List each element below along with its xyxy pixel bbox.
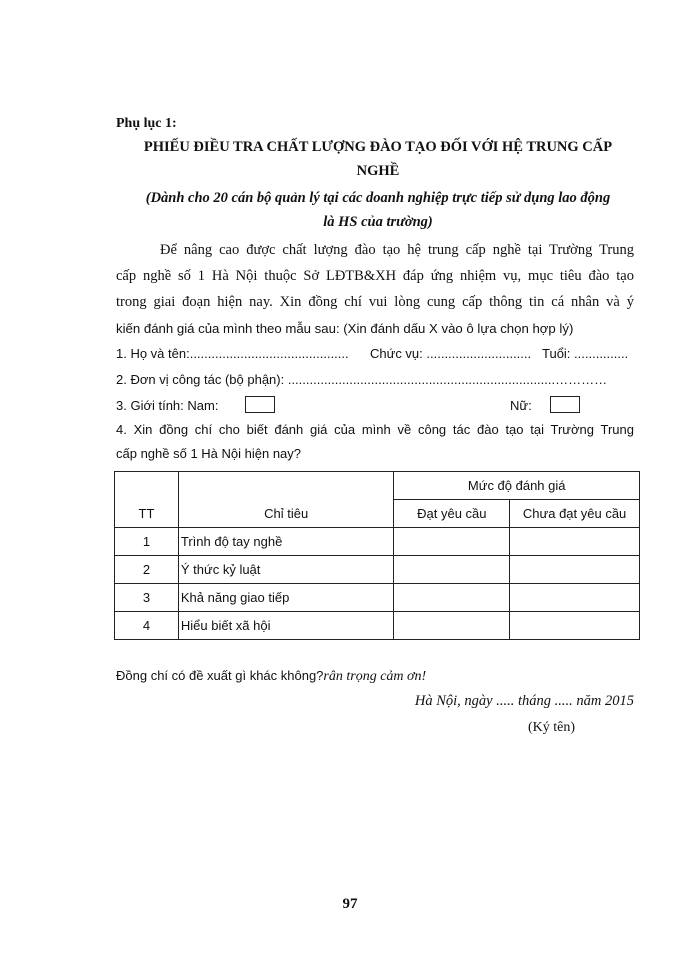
meet-cell[interactable] — [394, 556, 510, 584]
row-criteria: Trình độ tay nghề — [178, 528, 394, 556]
male-checkbox[interactable] — [245, 396, 275, 413]
signature-label: (Ký tên) — [528, 720, 576, 735]
intro-line-2: cấp nghề số 1 Hà Nội thuộc Sở LĐTB&XH đáp ứng nhiệm vụ, mục tiêu đào tạo — [116, 268, 634, 284]
table-row — [115, 584, 640, 612]
closing-line — [116, 668, 426, 685]
form-subtitle-line2: là HS của trường) — [323, 214, 433, 230]
form-subtitle-line1: (Dành cho 20 cán bộ quản lý tại các doanh nghiệp trực tiếp sử dụng lao động — [145, 190, 611, 206]
table-row — [115, 528, 640, 556]
evaluation-table — [114, 471, 640, 640]
meet-cell[interactable] — [394, 584, 510, 612]
row-criteria: Khả năng giao tiếp — [178, 584, 394, 612]
row-tt: 2 — [115, 556, 179, 584]
female-checkbox[interactable] — [550, 396, 580, 413]
row-tt: 4 — [115, 612, 179, 640]
not-meet-cell[interactable] — [510, 584, 640, 612]
female-label: Nữ: — [510, 398, 532, 413]
intro-line-4: kiến đánh giá của mình theo mẫu sau: (Xin đánh dấu X vào ô lựa chọn hợp lý) — [116, 321, 574, 336]
header-meet: Đạt yêu cầu — [394, 500, 510, 528]
row-criteria: Ý thức kỷ luật — [178, 556, 394, 584]
name-field[interactable]: 1. Họ và tên:............................................ — [116, 346, 349, 361]
appendix-label: Phụ lục 1: — [116, 116, 177, 131]
header-tt: TT — [115, 472, 179, 528]
intro-line-3: trong giai đoạn hiện nay. Xin đồng chí vui lòng cung cấp thông tin cá nhân và ý — [116, 294, 634, 310]
page-number: 97 — [342, 896, 358, 912]
closing-thanks: rân trọng cảm ơn! — [323, 669, 427, 684]
intro-line-1: Để nâng cao được chất lượng đào tạo hệ trung cấp nghề tại Trường Trung — [160, 242, 634, 258]
position-field[interactable]: Chức vụ: ............................. — [370, 346, 532, 361]
header-evaluation-level: Mức độ đánh giá — [394, 472, 640, 500]
row-criteria: Hiểu biết xã hội — [178, 612, 394, 640]
form-title-line1: PHIẾU ĐIỀU TRA CHẤT LƯỢNG ĐÀO TẠO ĐỐI VỚI HỆ TRUNG CẤP — [143, 139, 613, 155]
form-title-line2: NGHỀ — [356, 163, 400, 179]
table-row — [115, 612, 640, 640]
meet-cell[interactable] — [394, 528, 510, 556]
question4-line-1: 4. Xin đồng chí cho biết đánh giá của mình về công tác đào tạo tại Trường Trung — [116, 422, 634, 437]
gender-label: 3. Giới tính: Nam: — [116, 398, 219, 413]
header-not-meet: Chưa đạt yêu cầu — [510, 500, 640, 528]
row-tt: 1 — [115, 528, 179, 556]
closing-question: Đồng chí có đề xuất gì khác không? — [116, 668, 324, 683]
not-meet-cell[interactable] — [510, 612, 640, 640]
meet-cell[interactable] — [394, 612, 510, 640]
age-field[interactable]: Tuổi: ............... — [542, 346, 629, 361]
row-tt: 3 — [115, 584, 179, 612]
date-line: Hà Nội, ngày ..... tháng ..... năm 2015 — [414, 693, 634, 709]
not-meet-cell[interactable] — [510, 528, 640, 556]
not-meet-cell[interactable] — [510, 556, 640, 584]
header-criteria: Chỉ tiêu — [178, 472, 394, 528]
question4-line-2: cấp nghề số 1 Hà Nội hiện nay? — [116, 446, 302, 461]
table-row — [115, 556, 640, 584]
unit-field[interactable]: 2. Đơn vị công tác (bộ phận): ..........................................................................………… — [116, 372, 608, 387]
